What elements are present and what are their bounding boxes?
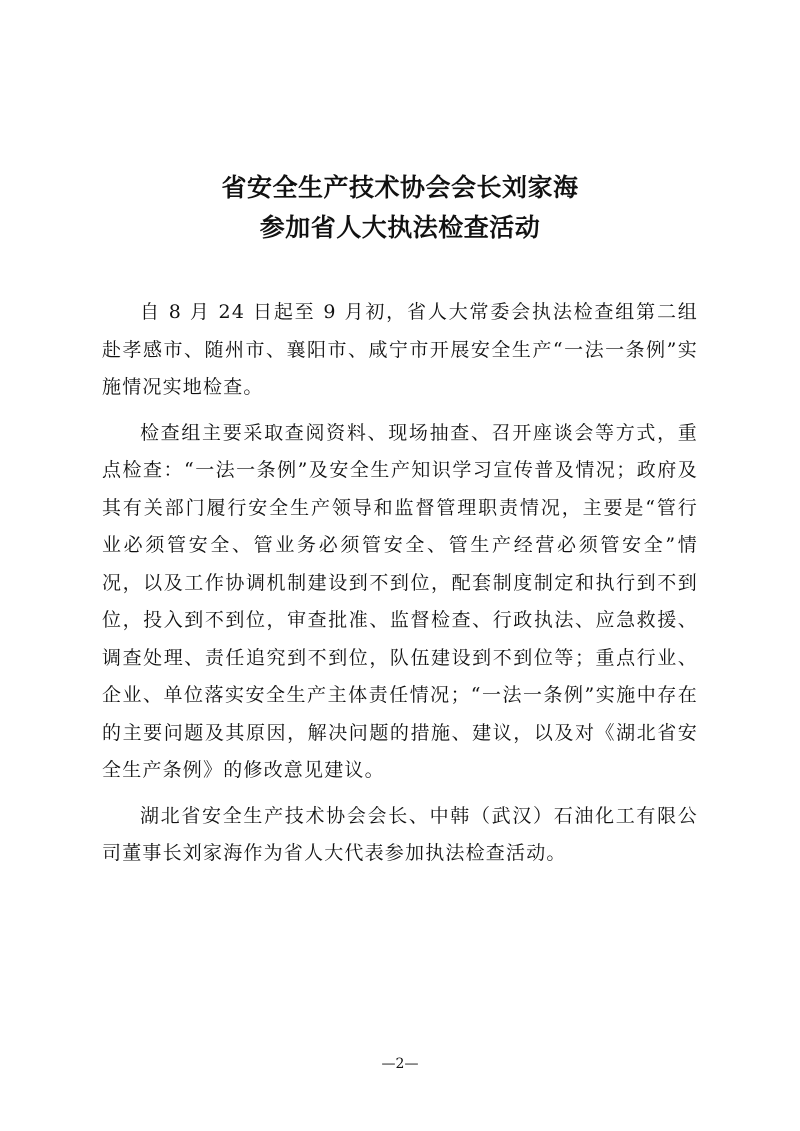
title-line-1: 省安全生产技术协会会长刘家海 [221, 173, 579, 202]
document-body [102, 294, 698, 881]
paragraph-1: 自 8 月 24 日起至 9 月初，省人大常委会执法检查组第二组赴孝感市、随州市、襄阳市、咸宁市开展安全生产“一法一条例”实施情况实地检查。 [102, 301, 698, 398]
document-title [0, 168, 800, 248]
paragraph-2: 检查组主要采取查阅资料、现场抽查、召开座谈会等方式，重点检查：“一法一条例”及安全生产知识学习宣传普及情况；政府及其有关部门履行安全生产领导和监督管理职责情况，主要是“管行业必须管安全、管业务必须管安全、管生产经营必须管安全”情况，以及工作协调机制建设到不到位，配套制度制定和执行到不到位，投入到不到位，审查批准、监督检查、行政执法、应急救援、调查处理、责任追究到不到位，队伍建设到不到位等；重点行业、企业、单位落实安全生产主体责任情况；“一法一条例”实施中存在的主要问题及其原因，解决问题的措施、建议，以及对《湖北省安全生产条例》的修改意见建议。 [102, 421, 698, 781]
paragraph-3: 湖北省安全生产技术协会会长、中韩（武汉）石油化工有限公司董事长刘家海作为省人大代表参加执法检查活动。 [102, 804, 698, 864]
page-number: —2— [381, 1056, 419, 1072]
title-line-2: 参加省人大执法检查活动 [259, 213, 541, 242]
